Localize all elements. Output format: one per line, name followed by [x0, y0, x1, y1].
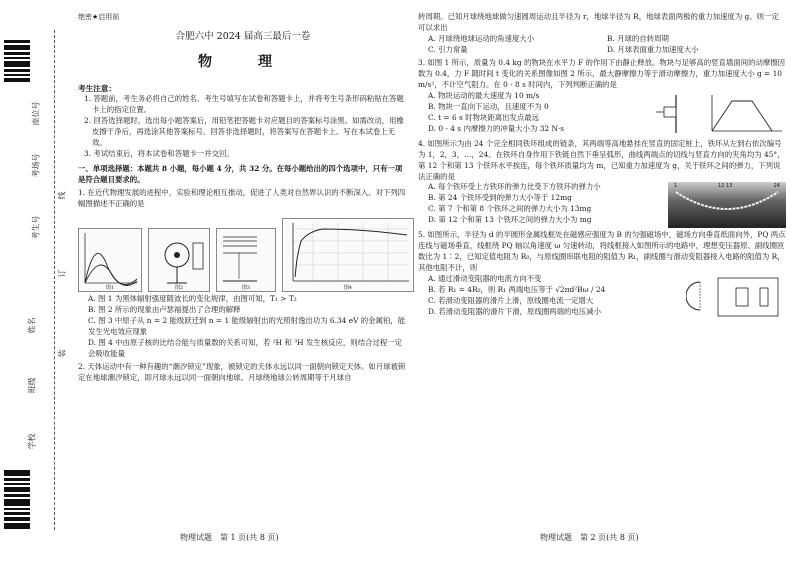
- q2-options-row-2: [418, 45, 786, 56]
- page-1: [78, 12, 408, 384]
- chain-label-1: 1: [674, 183, 678, 190]
- chain-label-24: 24: [773, 183, 780, 190]
- figure-4-caption: 图4: [343, 284, 353, 291]
- seat-label: 座位号: [31, 101, 41, 126]
- question-4-stem: 4. 如图所示为由 24 个完全相同铁环组成的链条，其两端等高地悬挂在竖直的固定桩上，铁环从左到右依次编号为 1，2，3，…，24。在铁环自身作用下铁链自然下垂呈弧形，曲线两端点的切线与竖直方向的夹角均为 45°，第 12 个和第 13 个铁环水平挨连，每个铁环质量均为 m，已知重力加速度为 g，关于铁环之间的弹力，下列说法正确的是: [418, 138, 785, 181]
- q5-option-d: D. 若滑动变阻器的滑片下滑，原线圈两端的电压减小: [428, 307, 601, 317]
- q5-options: [418, 274, 686, 324]
- figure-1-caption: 图1: [105, 284, 115, 291]
- q4-chain-photo: [668, 182, 786, 228]
- q2-option-a: A. 月球绕地球运动的角速度大小: [428, 33, 535, 43]
- figure-3-energy-levels: [216, 228, 276, 292]
- page-2: [418, 12, 786, 324]
- q3-figures: [656, 91, 786, 137]
- q4-options: [418, 182, 668, 228]
- q2-option-d: D. 月球表面重力加速度大小: [607, 44, 699, 54]
- page-2-footer: 物理试题 第 2 页(共 8 页): [540, 533, 639, 542]
- q4-block: [418, 182, 786, 228]
- notice-1: 1. 答题前，考生务必将自己的姓名、考生号填写在试卷和答题卡上，并将考生号条形码粘贴在答题卡上的指定位置。: [84, 94, 404, 115]
- section-heading: 一、单项选择题：本题共 8 小题，每小题 4 分，共 32 分。在每小题给出的四个选项中，只有一项是符合题目要求的。: [78, 164, 403, 185]
- q2-options-row-1: [418, 34, 786, 45]
- q3-option-d: D. 0 - 4 s 内摩擦力的冲量大小为 32 N·s: [428, 123, 565, 133]
- secret-label: 绝密★启用前: [78, 13, 120, 21]
- q4-option-b: B. 第 24 个铁环受到的弹力大小等于 12mg: [428, 193, 572, 203]
- q5-circuit-figure: [686, 274, 786, 324]
- notice-3: 3. 考试结束后，将本试卷和答题卡一并交回。: [84, 149, 234, 159]
- q3-option-c: C. t = 6 s 时物块距离出发点最远: [428, 112, 540, 122]
- figure-2-apparatus: [148, 228, 210, 292]
- exam-title: 合肥六中 2024 届高三最后一卷: [175, 31, 311, 43]
- q1-figures: [78, 214, 408, 292]
- barcode-top: [4, 40, 30, 84]
- cut-mark-xian: 线: [57, 191, 67, 200]
- figure-1-blackbody: [78, 228, 142, 292]
- school-label: 学校: [27, 433, 37, 450]
- figure-2-caption: 图2: [174, 284, 184, 291]
- q5-block: [418, 274, 786, 324]
- question-1-stem: 1. 在近代物理发展的进程中，实验和理论相互推动，促进了人类对自然界认识的不断深入。对下列四幅图描述不正确的是: [78, 187, 406, 208]
- q1-option-a: A. 图 1 为黑体辐射强度随波长的变化规律，由图可知，T₁ > T₂: [88, 293, 297, 303]
- figure-3-caption: 图3: [241, 284, 251, 291]
- candidate-label: 考生号: [31, 215, 41, 240]
- chain-label-12-13: 12 13: [718, 183, 733, 190]
- room-label: 考场号: [31, 153, 41, 178]
- q3-option-a: A. 物块运动的最大速度为 10 m/s: [428, 90, 540, 100]
- subject-title: 物 理: [198, 54, 288, 71]
- q1-option-d: D. 图 4 中由原子核的比结合能与质量数的关系可知，若 ²H 和 ³H 发生核反应，则结合过程一定会吸收能量: [88, 337, 403, 358]
- q3-options: [418, 91, 656, 137]
- q2-option-b: B. 月球的自转周期: [607, 33, 669, 43]
- cut-line: [54, 30, 55, 530]
- name-label: 姓名: [27, 317, 37, 334]
- barcode-bottom: [4, 470, 30, 531]
- question-2-continued: 转周期。已知月球绕地球做匀速圆周运动且半径为 r，地球半径为 R，地球表面两极的重力加速度为 g。则一定可以求出: [418, 12, 779, 32]
- class-label: 班级: [27, 377, 37, 394]
- q4-option-a: A. 每个铁环受上方铁环的弹力比受下方铁环的弹力小: [428, 182, 601, 192]
- question-2-stem: 2. 天体运动中有一种有趣的“潮汐锁定”现象，被锁定的天体永远以同一面朝向锁定天体。如月球被锁定在地球潮汐锁定，即月球永远以同一面朝向地球。月球绕地球公转周期等于月球自: [78, 361, 406, 382]
- cut-mark-zhuang: 装: [57, 349, 67, 358]
- q5-option-b: B. 若 R₁ = 4R₀，则 R₁ 两端电压等于 √2πd²Bω / 24: [428, 285, 606, 295]
- q3-block: [418, 91, 786, 137]
- cut-mark-ding: 订: [57, 269, 67, 278]
- figure-4-binding-energy: [282, 218, 414, 292]
- page-1-footer: 物理试题 第 1 页(共 8 页): [180, 533, 279, 542]
- q2-option-c: C. 引力常量: [428, 44, 468, 54]
- notice-heading: 考生注意：: [78, 84, 116, 94]
- notice-2: 2. 回答选择题时，选出每小题答案后，用铅笔把答题卡对应题目的答案标号涂黑。如需改动，用橡皮擦干净后，再选涂其他答案标号。回答非选择题时，将答案写在答题卡上。写在本试卷上无效。: [84, 116, 404, 148]
- question-5-stem: 5. 如图所示，半径为 d 的半圆形金属线框处在磁感应强度为 B 的匀强磁场中，磁场方向垂直纸面向外，PQ 两点连线与磁场垂直，线框绕 PQ 轴以角速度 ω 匀速转动，将线框接入如图所示的电路中，理想变压器原、副线圈匝数比为 1∶2，已知定值电阻为 R₀，与原线圈串联电阻的阻值为 R₁，副线圈与滑动变阻器接入电路的阻值为 R，其他电阻不计，则: [418, 230, 786, 273]
- binding-sidebar: [0, 0, 72, 561]
- q3-option-b: B. 物块一直向下运动，且速度不为 0: [428, 101, 549, 111]
- q1-option-c: C. 图 3 中原子从 n = 2 能级跃迁到 n = 1 能级辐射出的光照射逸出功为 6.34 eV 的金属铂，能发生光电效应现象: [88, 315, 406, 336]
- q5-option-c: C. 若滑动变阻器的滑片上滑，原线圈电流一定增大: [428, 296, 594, 306]
- q5-option-a: A. 通过滑动变阻器的电流方向不变: [428, 274, 542, 284]
- q1-option-b: B. 图 2 所示的现象由卢瑟福提出了合理的解释: [88, 304, 241, 314]
- q4-option-c: C. 第 7 个和第 8 个铁环之间的弹力大小为 13mg: [428, 204, 592, 214]
- question-3-stem: 3. 如图 1 所示，质量为 0.4 kg 的物块在水平力 F 的作用下由静止释放。物块与足够高的竖直墙面间的动摩擦因数为 0.4，力 F 随时间 t 变化的关系图像如图 2 所示，最大静摩擦力等于滑动摩擦力，重力加速度大小 g = 10 m/s²，不计空气阻力。在 0 - 8 s 时间内，下列判断正确的是: [418, 57, 786, 89]
- q4-option-d: D. 第 12 个和第 13 个铁环之间的弹力大小为 mg: [428, 215, 592, 225]
